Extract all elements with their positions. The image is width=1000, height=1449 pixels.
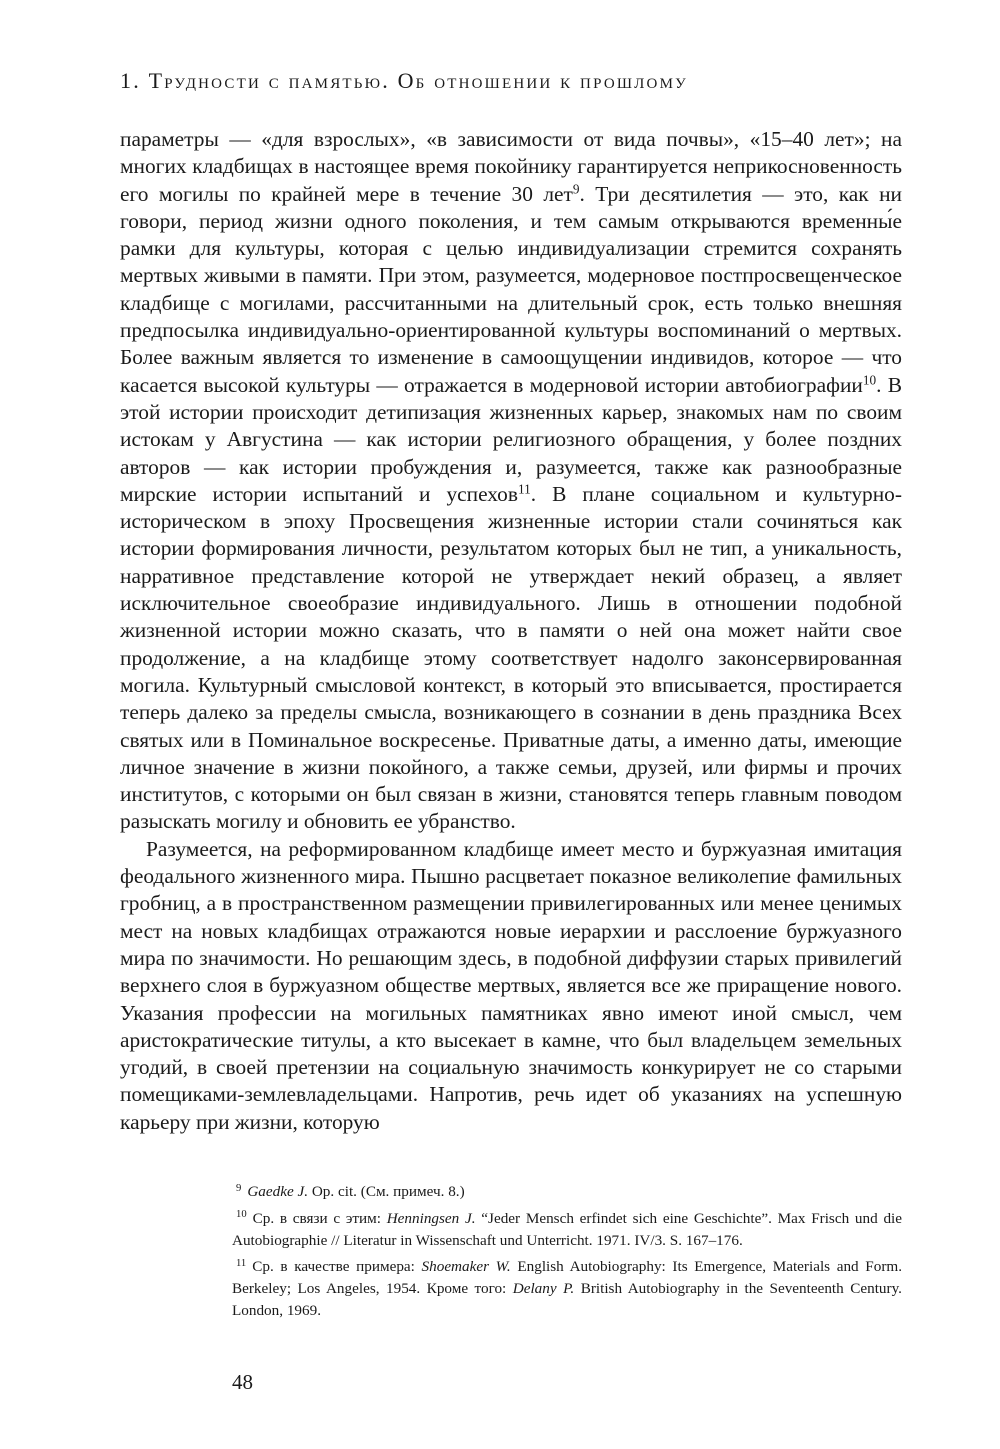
paragraph-1-part-3: . В этой истории происходит детипизация жизненных карьер, знакомых нам по своим истокам у Августина — как истории религиозного обращения, у более поздних авторов — как истории пробуждения и, разумеется, также как разнообразные мирские истории испытаний и успехов (120, 372, 902, 506)
paragraph-1-part-4: . В плане социальном и культурно-историческом в эпоху Просвещения жизненные истории стали сочиняться как истории формирования личности, результатом которых был не тип, а уникальность, нарративное представление которой не утверждает некий образец, а являет исключительное своеобразие индивидуального. Лишь в отношении подобной жизненной истории можно сказать, что в памяти о ней она может найти свое продолжение, а на кладбище этому соответствует надолго законсервированная могила. Культурный смысловой контекст, в который это вписывается, простирается теперь далеко за пределы смысла, возникающего в сознании в день праздника Всех святых или в Поминальное воскресенье. Приватные даты, а именно даты, имеющие личное значение в жизни покойного, а также семьи, друзей, или фирмы и прочих институтов, с которыми он был связан в жизни, становятся теперь главным поводом разыскать могилу и обновить ее убранство. (120, 481, 902, 834)
footnote-number: 9 (236, 1182, 242, 1194)
footnotes (232, 1181, 902, 1327)
paragraph-1-part-1: параметры — «для взрослых», «в зависимости от вида почвы», «15–40 лет»; на многих кладбищах в настоящее время покойнику гарантируется неприкосновенность его могилы по крайней мере в течение 30 лет (120, 127, 902, 206)
footnote-number: 10 (236, 1209, 247, 1221)
paragraph-2: Разумеется, на реформированном кладбище имеет место и буржуазная имитация феодального жизненного мира. Пышно расцветает показное великолепие фамильных гробниц, а в пространственном размещении привилегированных или менее ценимых мест на новых кладбищах отражаются новые иерархии и расслоение буржуазного мира по значимости. Но решающим здесь, в подобной диффузии старых привилегий верхнего слоя в буржуазном обществе мертвых, является все же приращение нового. Указания профессии на могильных памятниках явно имеют иной смысл, чем аристократические титулы, а кто высекает в камне, что был владельцем земельных угодий, в своей претензии на социальную значимость конкурирует не со старыми помещиками-землевладельцами. Напротив, речь идет об указаниях на успешную карьеру при жизни, которую (120, 836, 902, 1134)
footnote-text: English Autobiography: Its Emergence, Materials and Form. Berkeley; Los Angeles, 1954. Кроме того: (232, 1258, 903, 1298)
body-text (120, 126, 902, 1136)
footnote-number: 11 (236, 1258, 247, 1270)
footnote-author: Shoemaker W. (421, 1258, 511, 1276)
page-number: 48 (232, 1370, 253, 1394)
footnote-prefix: Ср. в связи с этим: (252, 1209, 387, 1227)
footnote-ref-10: 10 (862, 372, 877, 388)
footnote-10 (232, 1208, 902, 1252)
footnote-author: Gaedke J. (247, 1183, 309, 1200)
running-head: 1. Трудности с памятью. Об отношении к прошлому (120, 68, 688, 93)
footnote-text: “Jeder Mensch erfindet sich eine Geschichte”. Max Frisch und die Autobiographie // Literatur in Wissenschaft und Unterricht. 1971. IV/3. S. 167–176. (232, 1209, 902, 1249)
footnote-author: Henningsen J. (386, 1209, 476, 1227)
footnote-text-2: British Autobiography in the Seventeenth Century. London, 1969. (232, 1280, 902, 1319)
footnote-author-2: Delany P. (512, 1280, 575, 1298)
footnote-9 (232, 1181, 902, 1203)
paragraph-1 (120, 126, 902, 836)
footnote-ref-11: 11 (517, 481, 531, 497)
footnote-prefix: Ср. в качестве примера: (252, 1258, 422, 1276)
footnote-ref-9: 9 (572, 181, 580, 197)
footnote-11 (232, 1256, 902, 1321)
footnote-text: Op. cit. (См. примеч. 8.) (308, 1183, 465, 1200)
paragraph-1-part-2: . Три десятилетия — это, как ни говори, период жизни одного поколения, и тем самым открываются временны́е рамки для культуры, которая с целью индивидуализации стремится сохранять мертвых живыми в памяти. При этом, разумеется, модерновое постпросвещенческое кладбище с могилами, рассчитанными на длительный срок, есть только внешняя предпосылка индивидуально-ориентированной культуры воспоминаний о мертвых. Более важным является то изменение в самоощущении индивидов, которое — что касается высокой культуры — отражается в модерновой истории автобиографии (120, 181, 902, 397)
